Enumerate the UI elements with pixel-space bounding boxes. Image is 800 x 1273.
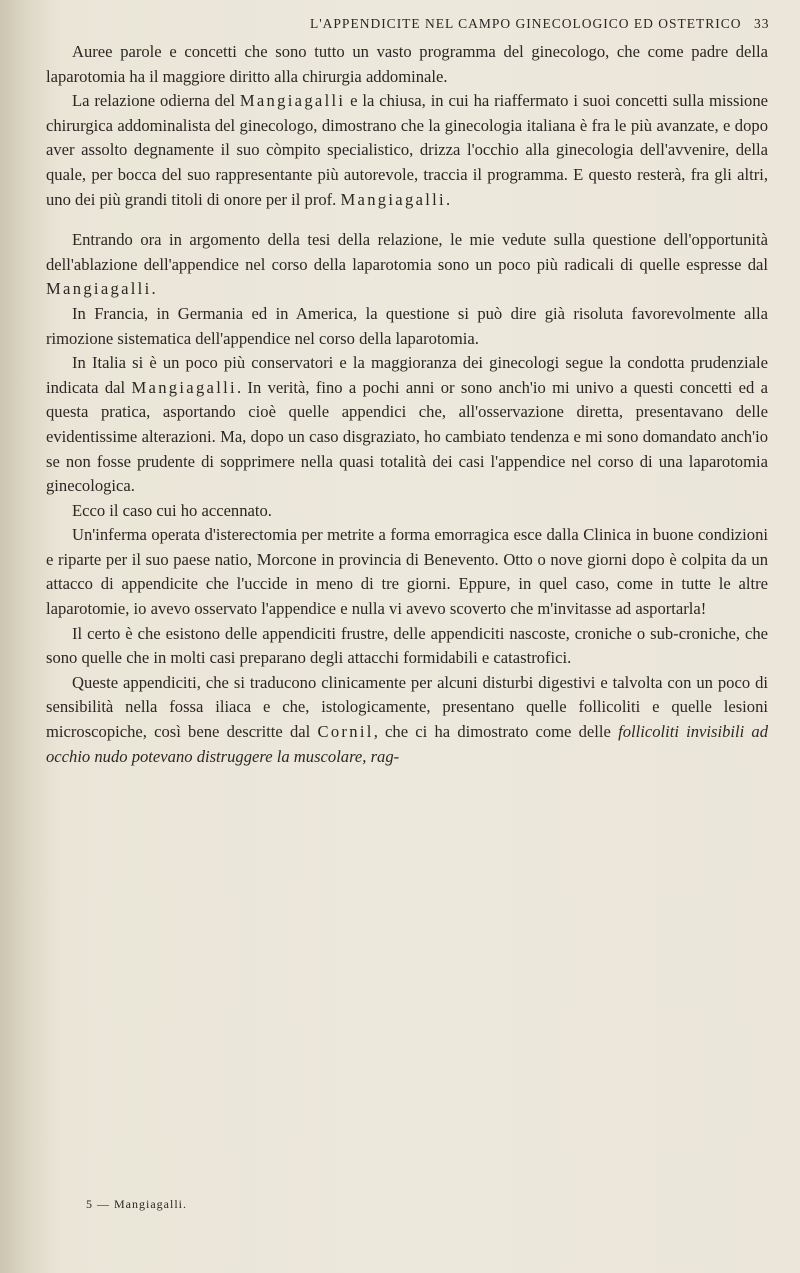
paragraph: In Francia, in Germania ed in America, la questione si può dire già risoluta favorevolmente alla rimozione sistematica dell'appendice nel corso della laparotomia.: [46, 303, 768, 348]
italic-phrase: follicoliti invisibili ad occhio nudo potevano distruggere la muscolare, rag-: [46, 722, 769, 766]
surname: Cornil: [317, 722, 374, 742]
signature-mark: 5 — Mangiagalli.: [86, 1197, 187, 1211]
paragraph: Ecco il caso cui ho accennato.: [72, 500, 272, 520]
paragraph: Un'inferma operata d'isterectomia per metrite a forma emorragica esce dalla Clinica in buone condizioni e riparte per il suo paese natio, Morcone in provincia di Benevento. Otto o nove giorni dopo è colpita da un attacco di appendicite che l'uccide in meno di tre giorni. Eppure, in quel caso, come in tutte le altre laparotomie, io avevo osservato l'appendice e nulla vi avevo scoverto che m'invitasse ad asportarla!: [46, 525, 768, 619]
paragraph: In Italia si è un poco più conservatori e la maggioranza dei ginecologi segue la condotta prudenziale indicata dal Mangiagalli. In verità, fino a pochi anni or sono anch'io mi univo a questi concetti ed a questa pratica, asportando cioè quelle appendici che, all'osservazione diretta, presentavano delle evidentissime alterazioni. Ma, dopo un caso disgraziato, ho cambiato tendenza e mi sono domandato anch'io se non fosse prudente di sopprimere nella quasi totalità dei casi l'appendice nel corso di una laparotomia ginecologica.: [46, 353, 768, 496]
paragraph: Entrando ora in argomento della tesi della relazione, le mie vedute sulla questione dell'opportunità dell'ablazione dell'appendice nel corso della laparotomia sono un poco più radicali di quelle espresse dal Mangiagalli.: [46, 230, 768, 299]
running-title: L'APPENDICITE NEL CAMPO GINECOLOGICO ED OSTETRICO: [310, 16, 742, 31]
surname: Mangiagalli: [340, 189, 446, 209]
surname: Mangiagalli: [131, 377, 237, 397]
paragraph: Auree parole e concetti che sono tutto un vasto programma del ginecologo, che come padre della laparotomia ha il maggiore diritto alla chirurgia addominale.: [46, 42, 768, 86]
page-number: 33: [754, 16, 770, 31]
surname: Mangiagalli: [46, 279, 152, 299]
paragraph: Queste appendiciti, che si traducono clinicamente per alcuni disturbi digestivi e talvolta con un poco di sensibilità nella fossa iliaca e che, istologicamente, presentano quelle follicoliti e quelle lesioni microscopiche, così bene descritte dal Cornil, che ci ha dimostrato come delle follicoliti invisibili ad occhio nudo potevano distruggere la muscolare, rag-: [46, 672, 769, 766]
paragraph: Il certo è che esistono delle appendiciti frustre, delle appendiciti nascoste, croniche o sub-croniche, che sono quelle che in molti casi preparano degli attacchi formidabili e catastrofici.: [46, 623, 768, 668]
surname: Mangiagalli: [239, 91, 346, 111]
paragraph: La relazione odierna del Mangiagalli e la chiusa, in cui ha riaffermato i suoi concetti sulla missione chirurgica addominalista del ginecologo, dimostrano che la ginecologia italiana è fra le più avanzate, e dopo aver assolto degnamente il suo còmpito specialistico, drizza l'occhio alla ginecologia dell'avvenire, della quale, per bocca del suo rappresentante più autorevole, traccia il programma. E questo resterà, fra gli altri, uno dei più grandi titoli di onore per il prof. Mangiagalli.: [46, 91, 768, 209]
body-text: [46, 40, 768, 769]
